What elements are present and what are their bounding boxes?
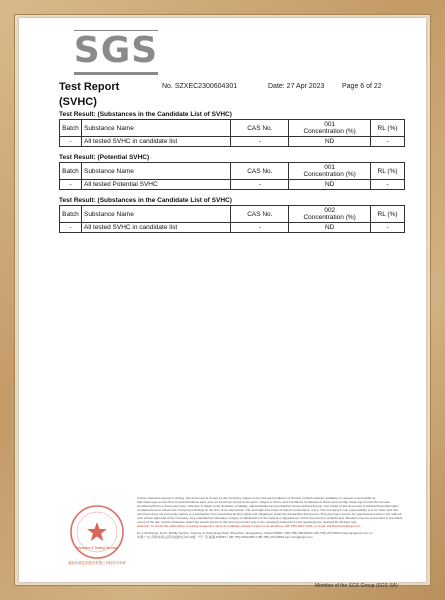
header-concentration (289, 206, 371, 223)
logo-text: SGS (73, 30, 159, 71)
header-concentration (289, 120, 371, 137)
report-subtitle: (SVHC) (59, 96, 97, 108)
section-label: Test Result: (Substances in the Candidate List of SVHC) (59, 111, 232, 118)
report-page (19, 18, 426, 589)
logo-bottom-rule (74, 72, 158, 75)
cell-cas: - (231, 223, 289, 233)
cell-batch: - (60, 137, 82, 147)
header-substance: Substance Name (81, 120, 230, 137)
disclaimer-text: Unless otherwise agreed in writing, this document is issued by the Company subject to its General Conditions of Service printed overleaf, available on request or accessible at http://www.sgs.com/en/Terms-and-Conditions.aspx and, for electronic format documents, subject to Terms and Conditions for Electronic Documents at http://www.sgs.com/en/Terms-and-Conditions/Terms-e-Document.aspx. Attention is drawn to the limitation of liability, indemnification and jurisdiction issues defined therein. Any holder of this document is advised that information contained hereon reflects the Company's findings at the time of its intervention only and within the limits of Client's instructions, if any. The Company's sole responsibility is to its Client and this document does not exonerate parties to a transaction from exercising all their rights and obligations under the transaction documents. This document cannot be reproduced except in full, without prior written approval of the Company. Any unauthorized alteration, forgery or falsification of the content or appearance of this document is unlawful and offenders may be prosecuted to the fullest extent of the law. Unless otherwise stated the results shown in this test report refer only to the sample(s) tested and such sample(s) are retained for 30 days only. (137, 496, 403, 524)
result-table (59, 205, 405, 233)
header-substance: Substance Name (81, 163, 230, 180)
cell-cas: - (231, 180, 289, 190)
member-line: Member of the SGS Group (SGS SA) (315, 583, 398, 589)
table-row (60, 137, 405, 147)
stamp-text: Inspection & Testing Services (76, 546, 118, 550)
header-substance: Substance Name (81, 206, 230, 223)
header-rl: RL (%) (371, 206, 405, 223)
header-rl: RL (%) (371, 163, 405, 180)
report-date: Date: 27 Apr 2023 (268, 83, 325, 90)
cell-rl: - (371, 223, 405, 233)
result-table (59, 119, 405, 147)
stamp-caption: 通标标准技术服务有限公司检验专用章 (68, 561, 126, 565)
header-batch: Batch (60, 206, 82, 223)
cell-substance: All tested SVHC in candidate list (81, 137, 230, 147)
header-rl: RL (%) (371, 120, 405, 137)
header-cas: CAS No. (231, 120, 289, 137)
cell-result: ND (289, 223, 371, 233)
header-cas: CAS No. (231, 163, 289, 180)
sgs-logo (71, 28, 161, 82)
section-label: Test Result: (Substances in the Candidate List of SVHC) (59, 197, 232, 204)
concentration-label: Concentration (%) (303, 214, 356, 221)
page-number: Page 6 of 22 (342, 83, 382, 90)
table-header-row (60, 206, 405, 223)
address-cn: 中国·广东·深圳市南山区科技园中区M-10栋一号厂房 邮编:518057 t (86-755) 26012053 f (86-755) 26710594 sgs.china@sgs.com (137, 535, 313, 539)
legal-disclaimer (137, 496, 407, 539)
header-batch: Batch (60, 163, 82, 180)
header-concentration (289, 163, 371, 180)
report-number: No. SZXEC2300604301 (162, 83, 238, 90)
sample-id: 001 (324, 164, 336, 171)
table-header-row (60, 120, 405, 137)
sample-id: 001 (324, 121, 336, 128)
company-seal-stamp (61, 500, 133, 570)
cell-rl: - (371, 137, 405, 147)
cell-result: ND (289, 137, 371, 147)
cell-batch: - (60, 223, 82, 233)
concentration-label: Concentration (%) (303, 128, 356, 135)
header-batch: Batch (60, 120, 82, 137)
section-label: Test Result: (Potential SVHC) (59, 154, 150, 161)
table-header-row (60, 163, 405, 180)
cell-rl: - (371, 180, 405, 190)
cell-substance: All tested SVHC in candidate list (81, 223, 230, 233)
header-cas: CAS No. (231, 206, 289, 223)
result-table (59, 162, 405, 190)
sample-id: 002 (324, 207, 336, 214)
cell-cas: - (231, 137, 289, 147)
address-en: No.1 Workshop, M-10, Middle Section, Science & Technology Park, Shenzhen, Guangdong, China 518057 t (86-755) 26012053 f (86-755) 26710594 www.sgsgroup.com.cn (137, 531, 373, 535)
table-row (60, 223, 405, 233)
cell-substance: All tested Potential SVHC (81, 180, 230, 190)
cell-batch: - (60, 180, 82, 190)
attention-text: Attention: To check the authenticity of testing /inspection report & certificate, please contact us at telephone: (86-755) 8307 1443, or email: CN.Doccheck@sgs.com (137, 524, 361, 528)
table-row (60, 180, 405, 190)
concentration-label: Concentration (%) (303, 171, 356, 178)
report-title: Test Report (59, 81, 120, 93)
cell-result: ND (289, 180, 371, 190)
